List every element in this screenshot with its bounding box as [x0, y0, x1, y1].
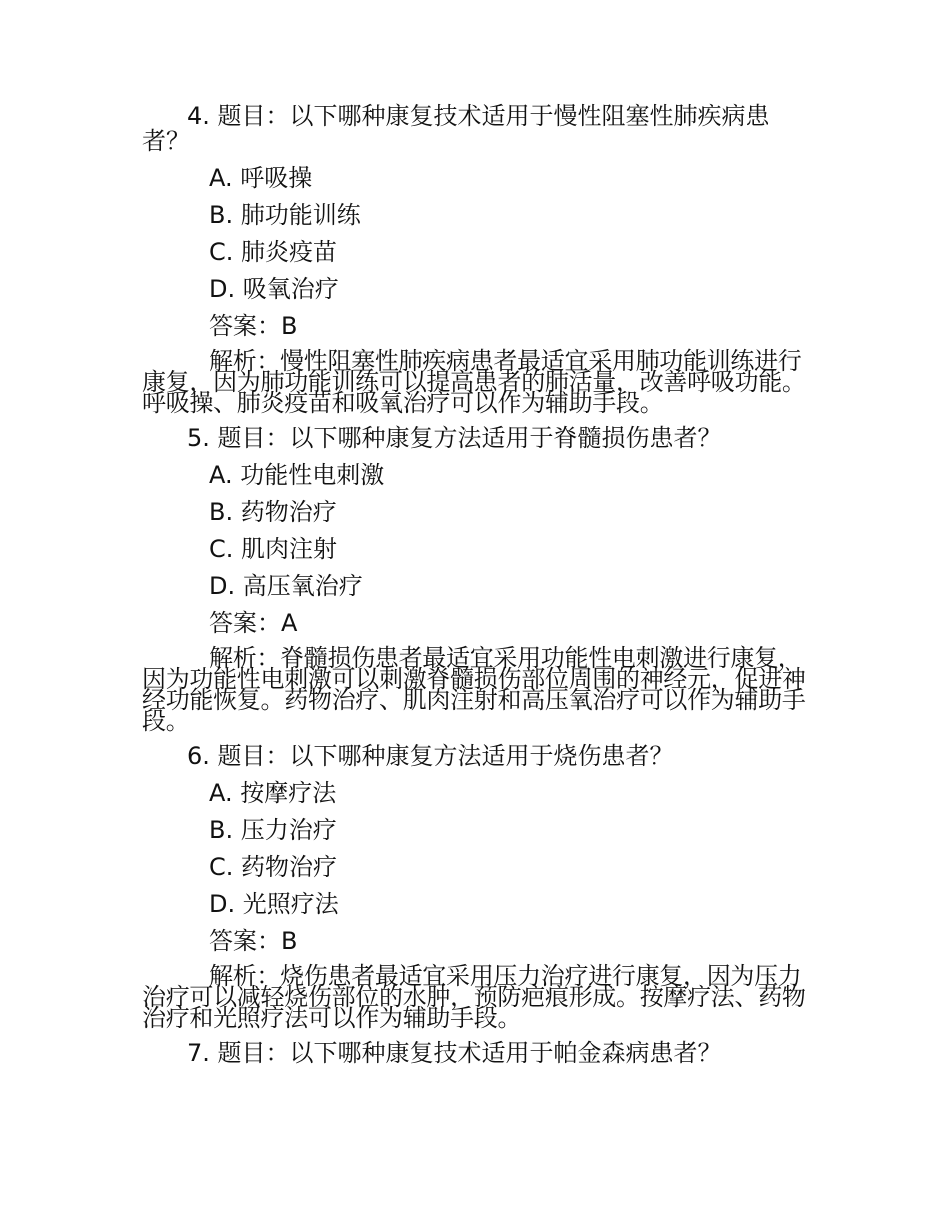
option-d: D. 吸氧治疗 — [209, 275, 339, 303]
option-b: B. 肺功能训练 — [209, 201, 361, 229]
answer-line: 答案：B — [209, 927, 298, 955]
question-title: 6. 题目：以下哪种康复方法适用于烧伤患者？ — [187, 742, 674, 770]
question-6 — [142, 742, 812, 1032]
question-title: 7. 题目：以下哪种康复技术适用于帕金森病患者？ — [187, 1039, 722, 1067]
question-4 — [142, 102, 812, 417]
question-title: 5. 题目：以下哪种康复方法适用于脊髓损伤患者？ — [187, 424, 722, 452]
question-title: 4. 题目：以下哪种康复技术适用于慢性阻塞性肺疾病患者？ — [142, 102, 770, 155]
option-d: D. 光照疗法 — [209, 890, 339, 918]
document-content — [142, 104, 812, 1078]
option-c: C. 肺炎疫苗 — [209, 238, 338, 266]
option-c: C. 药物治疗 — [209, 853, 338, 881]
analysis-paragraph: 解析：慢性阻塞性肺疾病患者最适宜采用肺功能训练进行康复，因为肺功能训练可以提高患者的肺活量，改善呼吸功能。呼吸操、肺炎疫苗和吸氧治疗可以作为辅助手段。 — [142, 347, 806, 417]
option-b: B. 药物治疗 — [209, 498, 337, 526]
analysis-paragraph: 解析：脊髓损伤患者最适宜采用功能性电刺激进行康复，因为功能性电刺激可以刺激脊髓损伤部位周围的神经元，促进神经功能恢复。药物治疗、肌肉注射和高压氧治疗可以作为辅助手段。 — [142, 644, 806, 735]
option-b: B. 压力治疗 — [209, 816, 337, 844]
option-a: A. 呼吸操 — [209, 164, 313, 192]
option-d: D. 高压氧治疗 — [209, 572, 363, 600]
question-5 — [142, 424, 812, 735]
answer-line: 答案：B — [209, 312, 298, 340]
option-a: A. 按摩疗法 — [209, 779, 337, 807]
answer-line: 答案：A — [209, 609, 298, 637]
question-7 — [142, 1041, 812, 1066]
option-a: A. 功能性电刺激 — [209, 461, 385, 489]
analysis-paragraph: 解析：烧伤患者最适宜采用压力治疗进行康复，因为压力治疗可以减轻烧伤部位的水肿，预防疤痕形成。按摩疗法、药物治疗和光照疗法可以作为辅助手段。 — [142, 962, 806, 1032]
option-c: C. 肌肉注射 — [209, 535, 338, 563]
